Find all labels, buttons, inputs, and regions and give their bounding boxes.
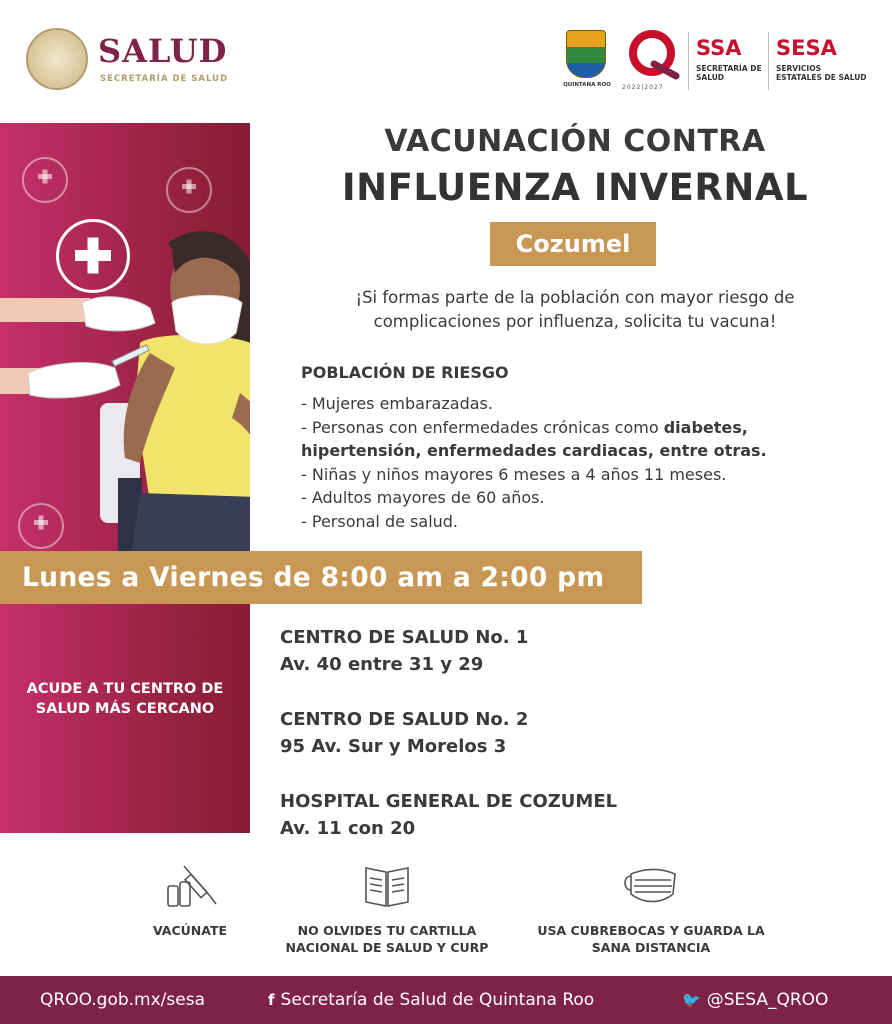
risk-item: - Niñas y niños mayores 6 meses a 4 años 11 meses. [301,464,727,484]
risk-heading: POBLACIÓN DE RIESGO [301,363,509,382]
health-centers-list [280,624,840,870]
salud-logo-word: SALUD [98,32,228,70]
partner-logos [563,28,867,98]
health-center [280,624,840,678]
schedule-banner: Lunes a Viernes de 8:00 am a 2:00 pm [0,551,642,604]
health-center-name: CENTRO DE SALUD No. 1 [280,627,529,648]
risk-item-text: - Personas con enfermedades crónicas como [301,417,664,437]
twitter-label: @SESA_QROO [706,990,829,1010]
intro-text: ¡Si formas parte de la población con mayor riesgo de complicaciones por influenza, solicita tu vacuna! [355,288,795,331]
risk-item-bold: diabetes, hipertensión, enfermedades cardiacas, entre otras. [301,417,767,460]
tip-mask [528,860,774,956]
divider [768,32,769,90]
health-center-address: Av. 11 con 20 [280,818,416,839]
mexico-seal-icon [26,28,88,90]
book-icon [362,860,412,910]
footer [0,976,892,1024]
risk-item: - Personal de salud. [301,511,459,531]
vaccination-illustration [0,123,250,833]
title-line-1: VACUNACIÓN CONTRA [384,124,766,159]
health-center-address: Av. 40 entre 31 y 29 [280,654,484,675]
tip-label: USA CUBREBOCAS Y GUARDA LA SANA DISTANCIA [537,923,765,955]
ssa-logo-subtitle: SECRETARÍA DE SALUD [696,64,762,82]
divider [688,32,689,90]
risk-item: - Adultos mayores de 60 años. [301,488,545,507]
risk-list [301,392,871,533]
facebook-link[interactable] [268,976,594,1024]
twitter-link[interactable] [682,976,828,1024]
salud-logo [26,24,256,94]
salud-logo-subtitle: SECRETARÍA DE SALUD [100,74,229,84]
tip-label: VACÚNATE [152,923,228,938]
mask-icon [621,860,681,910]
illustration-panel [0,123,250,833]
sesa-logo-word: SESA [776,36,837,60]
tip-id-card [262,860,512,956]
sesa-logo-subtitle: SERVICIOS ESTATALES DE SALUD [776,64,867,82]
ssa-logo-word: SSA [696,36,742,60]
title-line-2: INFLUENZA INVERNAL [341,166,809,209]
health-center-name: HOSPITAL GENERAL DE COZUMEL [280,791,618,812]
visit-center-callout: ACUDE A TU CENTRO DE SALUD MÁS CERCANO [26,681,224,717]
facebook-label: Secretaría de Salud de Quintana Roo [280,990,595,1010]
quintana-roo-caption: QUINTANA ROO [563,82,611,88]
q-logo-caption: 2022|2027 [622,84,664,91]
risk-item: - Mujeres embarazadas. [301,394,493,413]
twitter-icon: 🐦 [682,991,701,1009]
vaccine-icon [162,860,218,910]
health-center [280,706,840,760]
health-center-name: CENTRO DE SALUD No. 2 [280,709,529,730]
q-logo-icon [624,30,680,80]
health-center [280,788,840,842]
tip-label: NO OLVIDES TU CARTILLA NACIONAL DE SALUD Y CURP [285,923,489,955]
facebook-icon: f [268,991,275,1009]
website-link[interactable]: QROO.gob.mx/sesa [40,990,205,1010]
tip-vaccinate [130,860,250,939]
risk-item [301,416,871,463]
health-center-address: 95 Av. Sur y Morelos 3 [280,736,507,757]
quintana-roo-shield-icon [566,30,606,78]
location-badge: Cozumel [490,222,656,266]
